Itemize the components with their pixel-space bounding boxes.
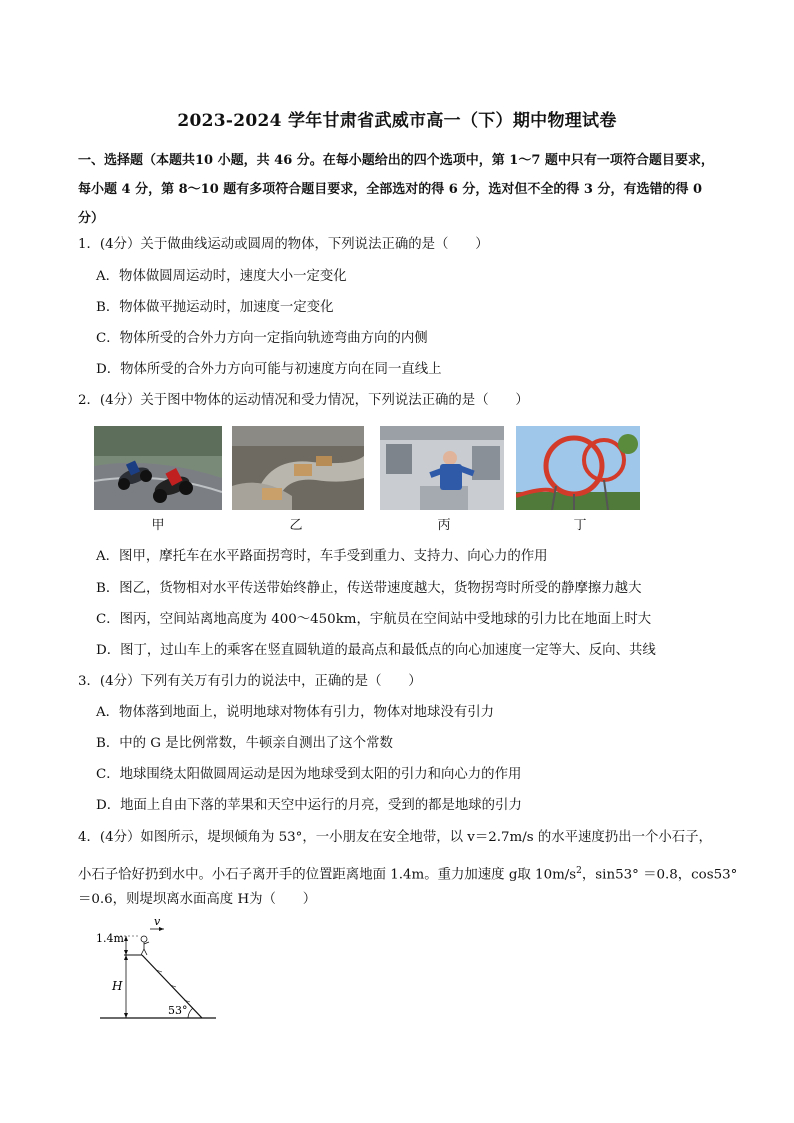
height-label-1-4m: 1.4m bbox=[96, 932, 124, 945]
question-2-option-d: D．图丁，过山车上的乘客在竖直圆轨道的最高点和最低点的向心加速度一定等大、反向、共线 bbox=[96, 643, 656, 658]
question-3-option-c: C．地球围绕太阳做圆周运动是因为地球受到太阳的引力和向心力的作用 bbox=[96, 767, 522, 782]
question-3-option-b: B．中的 G 是比例常数，牛顿亲自测出了这个常数 bbox=[96, 736, 393, 751]
question-3-option-d: D．地面上自由下落的苹果和天空中运行的月亮，受到的都是地球的引力 bbox=[96, 798, 522, 813]
caption-ding: 丁 bbox=[573, 518, 587, 533]
space-station-photo bbox=[380, 426, 504, 510]
motorcycle-photo bbox=[94, 426, 222, 510]
question-2-option-b: B．图乙，货物相对水平传送带始终静止，传送带速度越大，货物拐弯时所受的静摩擦力越大 bbox=[96, 581, 642, 596]
question-4-stem-line-2 bbox=[78, 862, 737, 884]
roller-coaster-photo bbox=[516, 426, 640, 510]
caption-jia: 甲 bbox=[151, 518, 165, 533]
question-2-figures bbox=[94, 426, 640, 536]
velocity-label: v bbox=[154, 915, 161, 928]
question-4-stem-line-1: 4．(4分）如图所示，堤坝倾角为 53°，一小朋友在安全地带，以 v＝2.7m/s 的水平速度扔出一个小石子， bbox=[78, 830, 712, 845]
caption-yi: 乙 bbox=[289, 518, 303, 533]
page-title: 2023-2024 学年甘肃省武威市高一（下）期中物理试卷 bbox=[177, 111, 617, 131]
question-4-stem-line-3: ＝0.6，则堤坝离水面高度 H为（ ） bbox=[78, 892, 317, 907]
dam-diagram bbox=[96, 912, 216, 1022]
question-2-option-a: A．图甲，摩托车在水平路面拐弯时，车手受到重力、支持力、向心力的作用 bbox=[96, 549, 548, 564]
question-1-option-d: D．物体所受的合外力方向可能与初速度方向在同一直线上 bbox=[96, 362, 442, 377]
question-1-stem: 1．(4分）关于做曲线运动或圆周的物体，下列说法正确的是（ ） bbox=[78, 237, 489, 252]
question-2-option-c: C．图丙，空间站离地高度为 400～450km，宇航员在空间站中受地球的引力比在地面上时大 bbox=[96, 612, 652, 627]
conveyor-photo bbox=[232, 426, 364, 510]
question-2-stem: 2．(4分）关于图中物体的运动情况和受力情况，下列说法正确的是（ ） bbox=[78, 393, 529, 408]
exponent: 2 bbox=[576, 866, 582, 876]
question-4-stem-part-b: ，sin53° ＝0.8，cos53° bbox=[581, 867, 738, 883]
question-3-option-a: A．物体落到地面上，说明地球对物体有引力，物体对地球没有引力 bbox=[96, 705, 494, 720]
angle-label: 53° bbox=[168, 1004, 188, 1017]
question-4-stem-part-a: 小石子恰好扔到水中。小石子离开手的位置距离地面 1.4m。重力加速度 g取 10m/s bbox=[78, 867, 577, 883]
question-1-option-b: B．物体做平抛运动时，加速度一定变化 bbox=[96, 300, 334, 315]
height-label-h: H bbox=[112, 979, 123, 993]
question-1-option-c: C．物体所受的合外力方向一定指向轨迹弯曲方向的内侧 bbox=[96, 331, 428, 346]
question-1-option-a: A．物体做圆周运动时，速度大小一定变化 bbox=[96, 269, 347, 284]
caption-bing: 丙 bbox=[437, 518, 451, 533]
question-3-stem: 3．(4分）下列有关万有引力的说法中，正确的是（ ） bbox=[78, 674, 422, 689]
section-instructions: 一、选择题（本题共10 小题，共 46 分。在每小题给出的四个选项中，第 1～7 题中只有一项符合题目要求，每小题 4 分，第 8～10 题有多项符合题目要求，全部选对的得 6 分，选对但不全的得 3 分，有选错的得 0 分） bbox=[78, 153, 714, 226]
